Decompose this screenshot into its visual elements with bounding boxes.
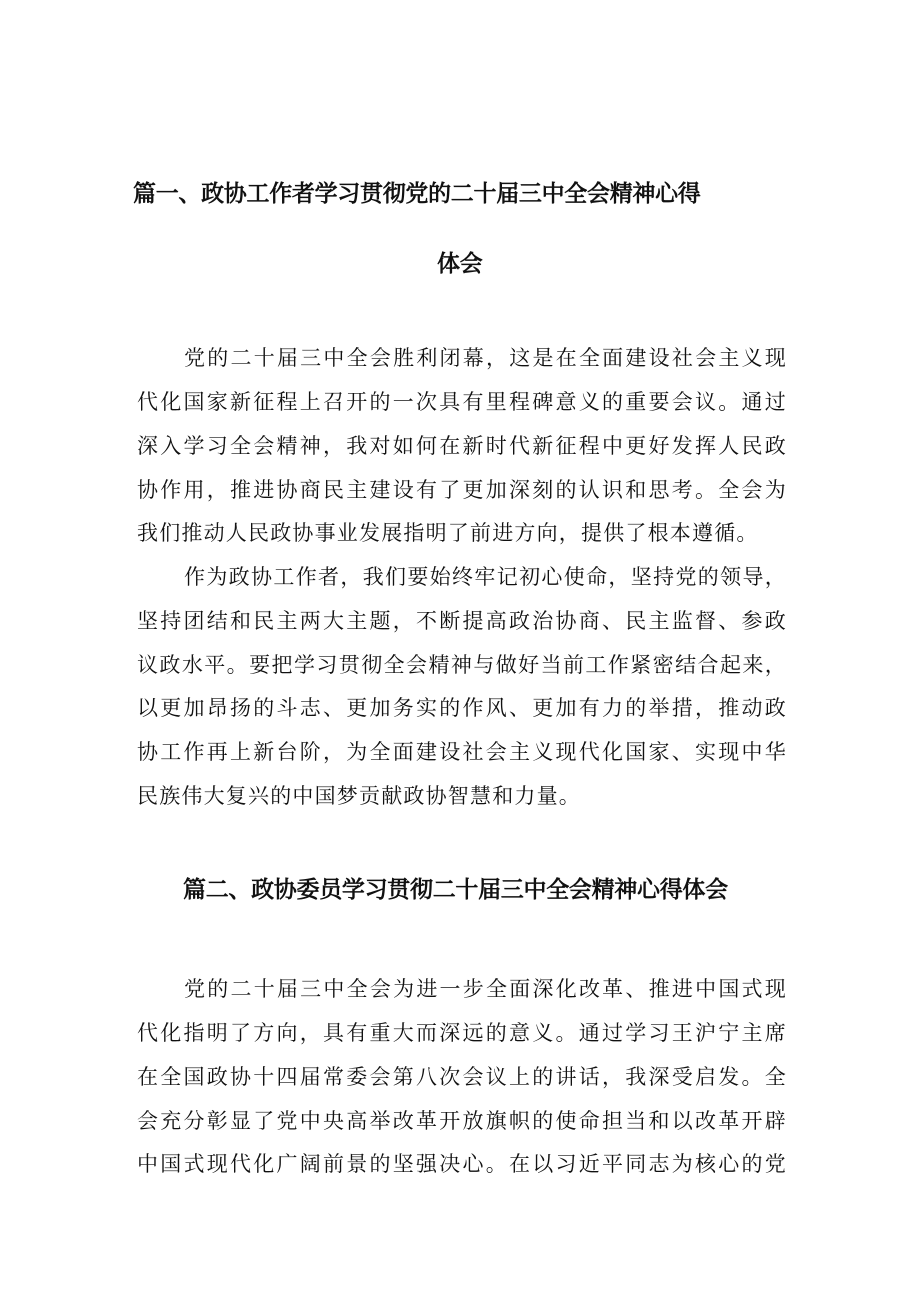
section1-title-line2: 体会 (437, 251, 483, 277)
section1-title-line1: 篇一、政协工作者学习贯彻党的二十届三中全会精神心得 (133, 181, 701, 207)
section2-p1-line: 会充分彰显了党中央高举改革开放旗帜的使命担当和以改革开辟 (137, 1109, 787, 1133)
section2-p1-line: 代化指明了方向，具有重大而深远的意义。通过学习王沪宁主席 (137, 1021, 787, 1045)
section2-p1-line: 党的二十届三中全会为进一步全面深化改革、推进中国式现 (184, 977, 787, 1001)
section2-p1-line: 在全国政协十四届常委会第八次会议上的讲话，我深受启发。全 (137, 1065, 787, 1089)
section1-p1-line: 代化国家新征程上召开的一次具有里程碑意义的重要会议。通过 (137, 390, 787, 414)
section2-p1-line: 中国式现代化广阔前景的坚强决心。在以习近平同志为核心的党 (137, 1152, 787, 1176)
section1-p2-line: 作为政协工作者，我们要始终牢记初心使命，坚持党的领导， (184, 565, 787, 589)
section2-title: 篇二、政协委员学习贯彻二十届三中全会精神心得体会 (183, 877, 728, 903)
section1-p2-line: 坚持团结和民主两大主题，不断提高政治协商、民主监督、参政 (137, 609, 787, 633)
section1-p2-line: 协工作再上新台阶，为全面建设社会主义现代化国家、实现中华 (137, 740, 787, 764)
section1-p1-line: 我们推动人民政协事业发展指明了前进方向，提供了根本遵循。 (137, 521, 759, 545)
section1-p1-line: 深入学习全会精神，我对如何在新时代新征程中更好发挥人民政 (137, 434, 787, 458)
section1-p1-line: 协作用，推进协商民主建设有了更加深刻的认识和思考。全会为 (137, 478, 787, 502)
section1-p2-line: 民族伟大复兴的中国梦贡献政协智慧和力量。 (137, 784, 581, 808)
section1-p2-line: 以更加昂扬的斗志、更加务实的作风、更加有力的举措，推动政 (137, 696, 787, 720)
section1-p2-line: 议政水平。要把学习贯彻全会精神与做好当前工作紧密结合起来， (137, 653, 787, 677)
section1-p1-line: 党的二十届三中全会胜利闭幕，这是在全面建设社会主义现 (184, 346, 787, 370)
